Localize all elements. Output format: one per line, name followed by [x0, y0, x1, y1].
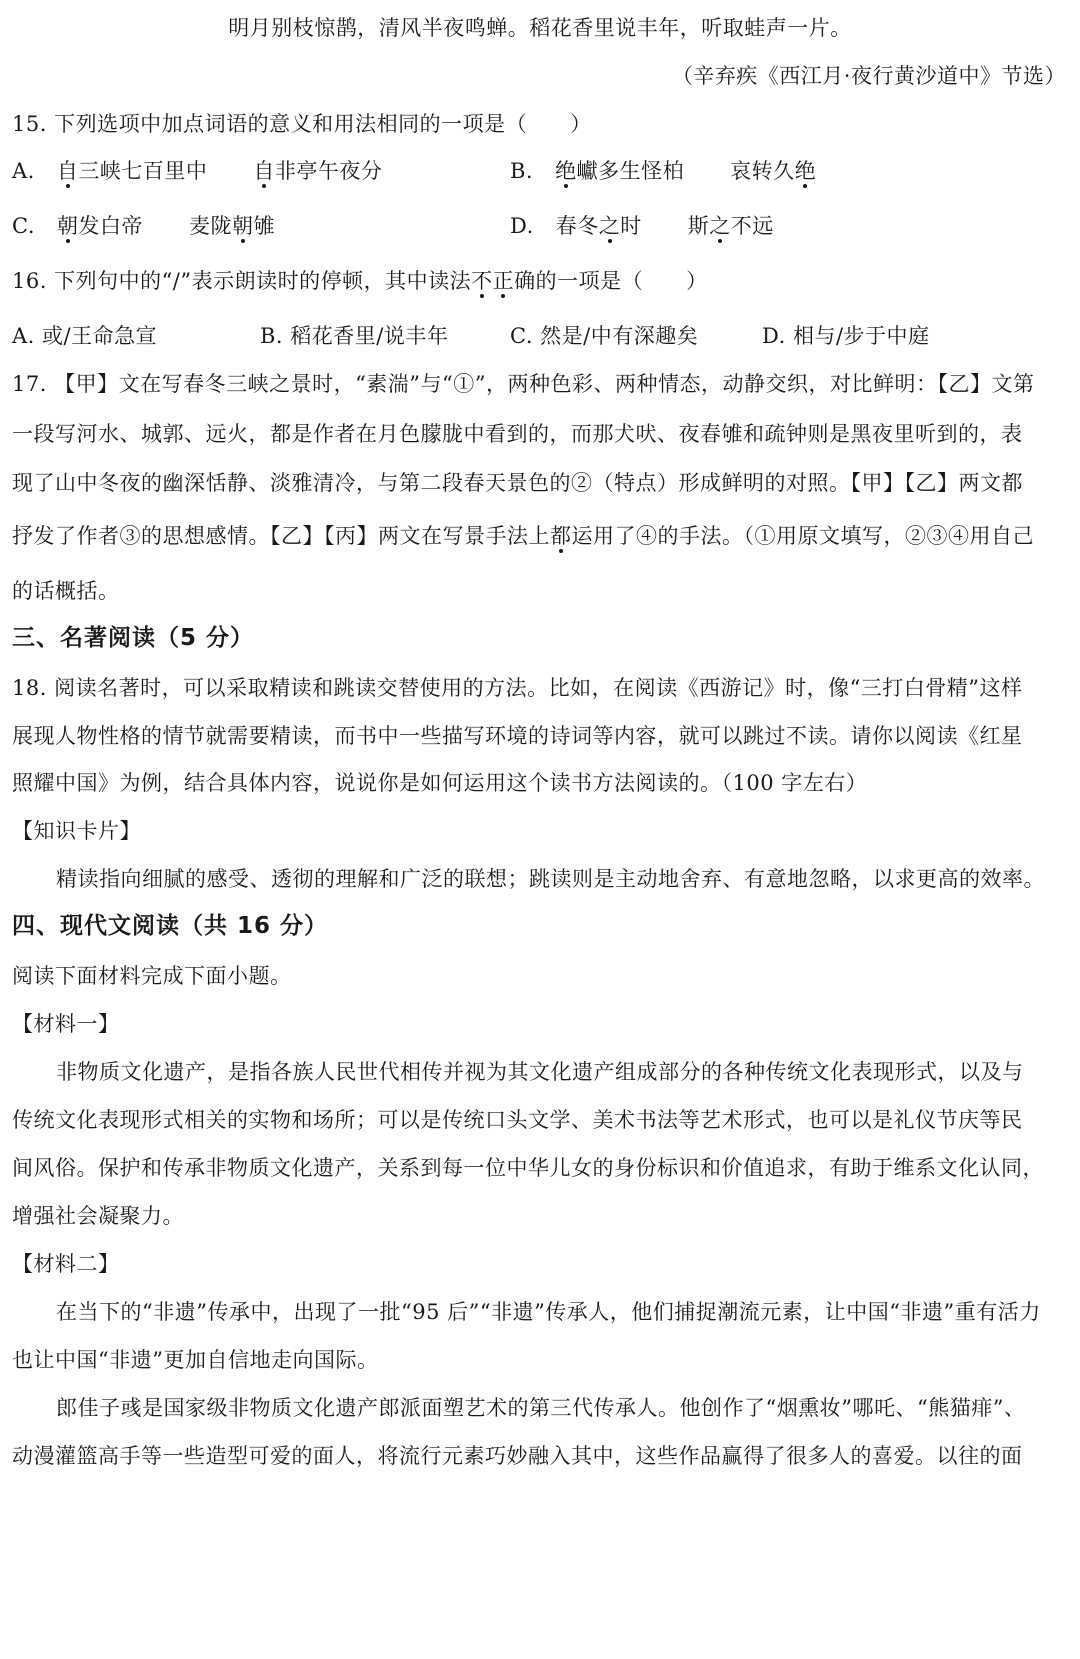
q16-stem: 16. 下列句中的“/”表示朗读时的停顿，其中读法不正确的一项是（ ） [12, 269, 708, 293]
emphasis-dot: 之 [709, 214, 731, 238]
poem-source: （辛弃疾《西江月·夜行黄沙道中》节选） [671, 64, 1066, 88]
q16-option-c: C. 然是/中有深趣矣 [510, 324, 699, 348]
q17-line: 现了山中冬夜的幽深恬静、淡雅清冷，与第二段春天景色的②（特点）形成鲜明的对照。【甲】【乙】两文都 [12, 471, 1023, 495]
q18-line: 展现人物性格的情节就需要精读，而书中一些描写环境的诗词等内容，就可以跳过不读。请你以阅读《红星 [12, 724, 1023, 748]
knowledge-card-title: 【知识卡片】 [12, 819, 141, 843]
q17-line: 抒发了作者③的思想感情。【乙】【丙】两文在写景手法上都运用了④的手法。（①用原文填写，②③④用自己 [12, 524, 1034, 548]
material-1-line: 传统文化表现形式相关的实物和场所；可以是传统口头文学、美术书法等艺术形式，也可以是礼仪节庆等民 [12, 1108, 1023, 1132]
material-2-line: 郎佳子彧是国家级非物质文化遗产郎派面塑艺术的第三代传承人。他创作了“烟熏妆”哪吒、“熊猫痱”、 [56, 1396, 1026, 1420]
q15-option-d: D. 春冬之时 斯之不远 [510, 214, 774, 238]
q18-line: 照耀中国》为例，结合具体内容，说说你是如何运用这个读书方法阅读的。（100 字左右） [12, 771, 868, 795]
emphasis-dot: 自 [56, 159, 79, 183]
q15-options-row-2 [12, 210, 1070, 244]
q15-option-b: B. 绝巘多生怪柏 哀转久绝 [510, 159, 817, 183]
section-4-intro: 阅读下面材料完成下面小题。 [12, 964, 292, 988]
q16-option-d: D. 相与/步于中庭 [762, 324, 930, 348]
emphasis-dot: 绝 [555, 159, 577, 183]
emphasis-dot: 正 [492, 269, 515, 293]
q17-line: 17. 【甲】文在写春冬三峡之景时，“素湍”与“①”，两种色彩、两种情态，动静交织，对比鲜明：【乙】文第 [12, 372, 1035, 396]
emphasis-dot: 绝 [794, 159, 817, 183]
q15-stem: 15. 下列选项中加点词语的意义和用法相同的一项是（ ） [12, 112, 592, 136]
section-3-heading: 三、名著阅读（5 分） [12, 625, 255, 651]
q17-line: 的话概括。 [12, 579, 120, 603]
knowledge-card-text: 精读指向细腻的感受、透彻的理解和广泛的联想；跳读则是主动地舍弃、有意地忽略，以求更高的效率。 [56, 867, 1045, 891]
q16-option-a: A. 或/王命急宣 [12, 324, 158, 348]
material-2-line: 在当下的“非遗”传承中，出现了一批“95 后”“非遗”传承人，他们捕捉潮流元素，让中国“非遗”重有活力 [56, 1300, 1041, 1324]
q16-options [12, 320, 1070, 354]
material-1-line: 增强社会凝聚力。 [12, 1204, 184, 1228]
q16-option-b: B. 稻花香里/说丰年 [260, 324, 449, 348]
emphasis-dot: 都 [550, 524, 572, 548]
q15-options-row-1 [12, 155, 1070, 189]
q15-option-a: A. 自三峡七百里中 自非亭午夜分 [12, 159, 383, 183]
emphasis-dot: 朝 [232, 214, 254, 238]
q15-option-c: C. 朝发白帝 麦陇朝雊 [12, 214, 275, 238]
material-1-line: 间风俗。保护和传承非物质文化遗产，关系到每一位中华儿女的身份标识和价值追求，有助于维系文化认同， [12, 1156, 1044, 1180]
emphasis-dot: 不 [471, 269, 493, 293]
material-2-line: 动漫灌篮高手等一些造型可爱的面人，将流行元素巧妙融入其中，这些作品赢得了很多人的喜爱。以往的面 [12, 1444, 1023, 1468]
material-2-line: 也让中国“非遗”更加自信地走向国际。 [12, 1348, 379, 1372]
material-1-line: 非物质文化遗产，是指各族人民世代相传并视为其文化遗产组成部分的各种传统文化表现形式，以及与 [56, 1060, 1024, 1084]
material-2-title: 【材料二】 [12, 1252, 120, 1276]
poem-line: 明月别枝惊鹊，清风半夜鸣蝉。稻花香里说丰年，听取蛙声一片。 [228, 16, 852, 40]
emphasis-dot: 之 [598, 214, 621, 238]
section-4-heading: 四、现代文阅读（共 16 分） [12, 913, 329, 939]
emphasis-dot: 朝 [57, 214, 79, 238]
material-1-title: 【材料一】 [12, 1012, 120, 1036]
q18-line: 18. 阅读名著时，可以采取精读和跳读交替使用的方法。比如，在阅读《西游记》时，像“三打白骨精”这样 [12, 676, 1023, 700]
q17-line: 一段写河水、城郭、远火，都是作者在月色朦胧中看到的，而那犬吠、夜春雊和疏钟则是黑夜里听到的，表 [12, 422, 1023, 446]
emphasis-dot: 自 [253, 159, 275, 183]
